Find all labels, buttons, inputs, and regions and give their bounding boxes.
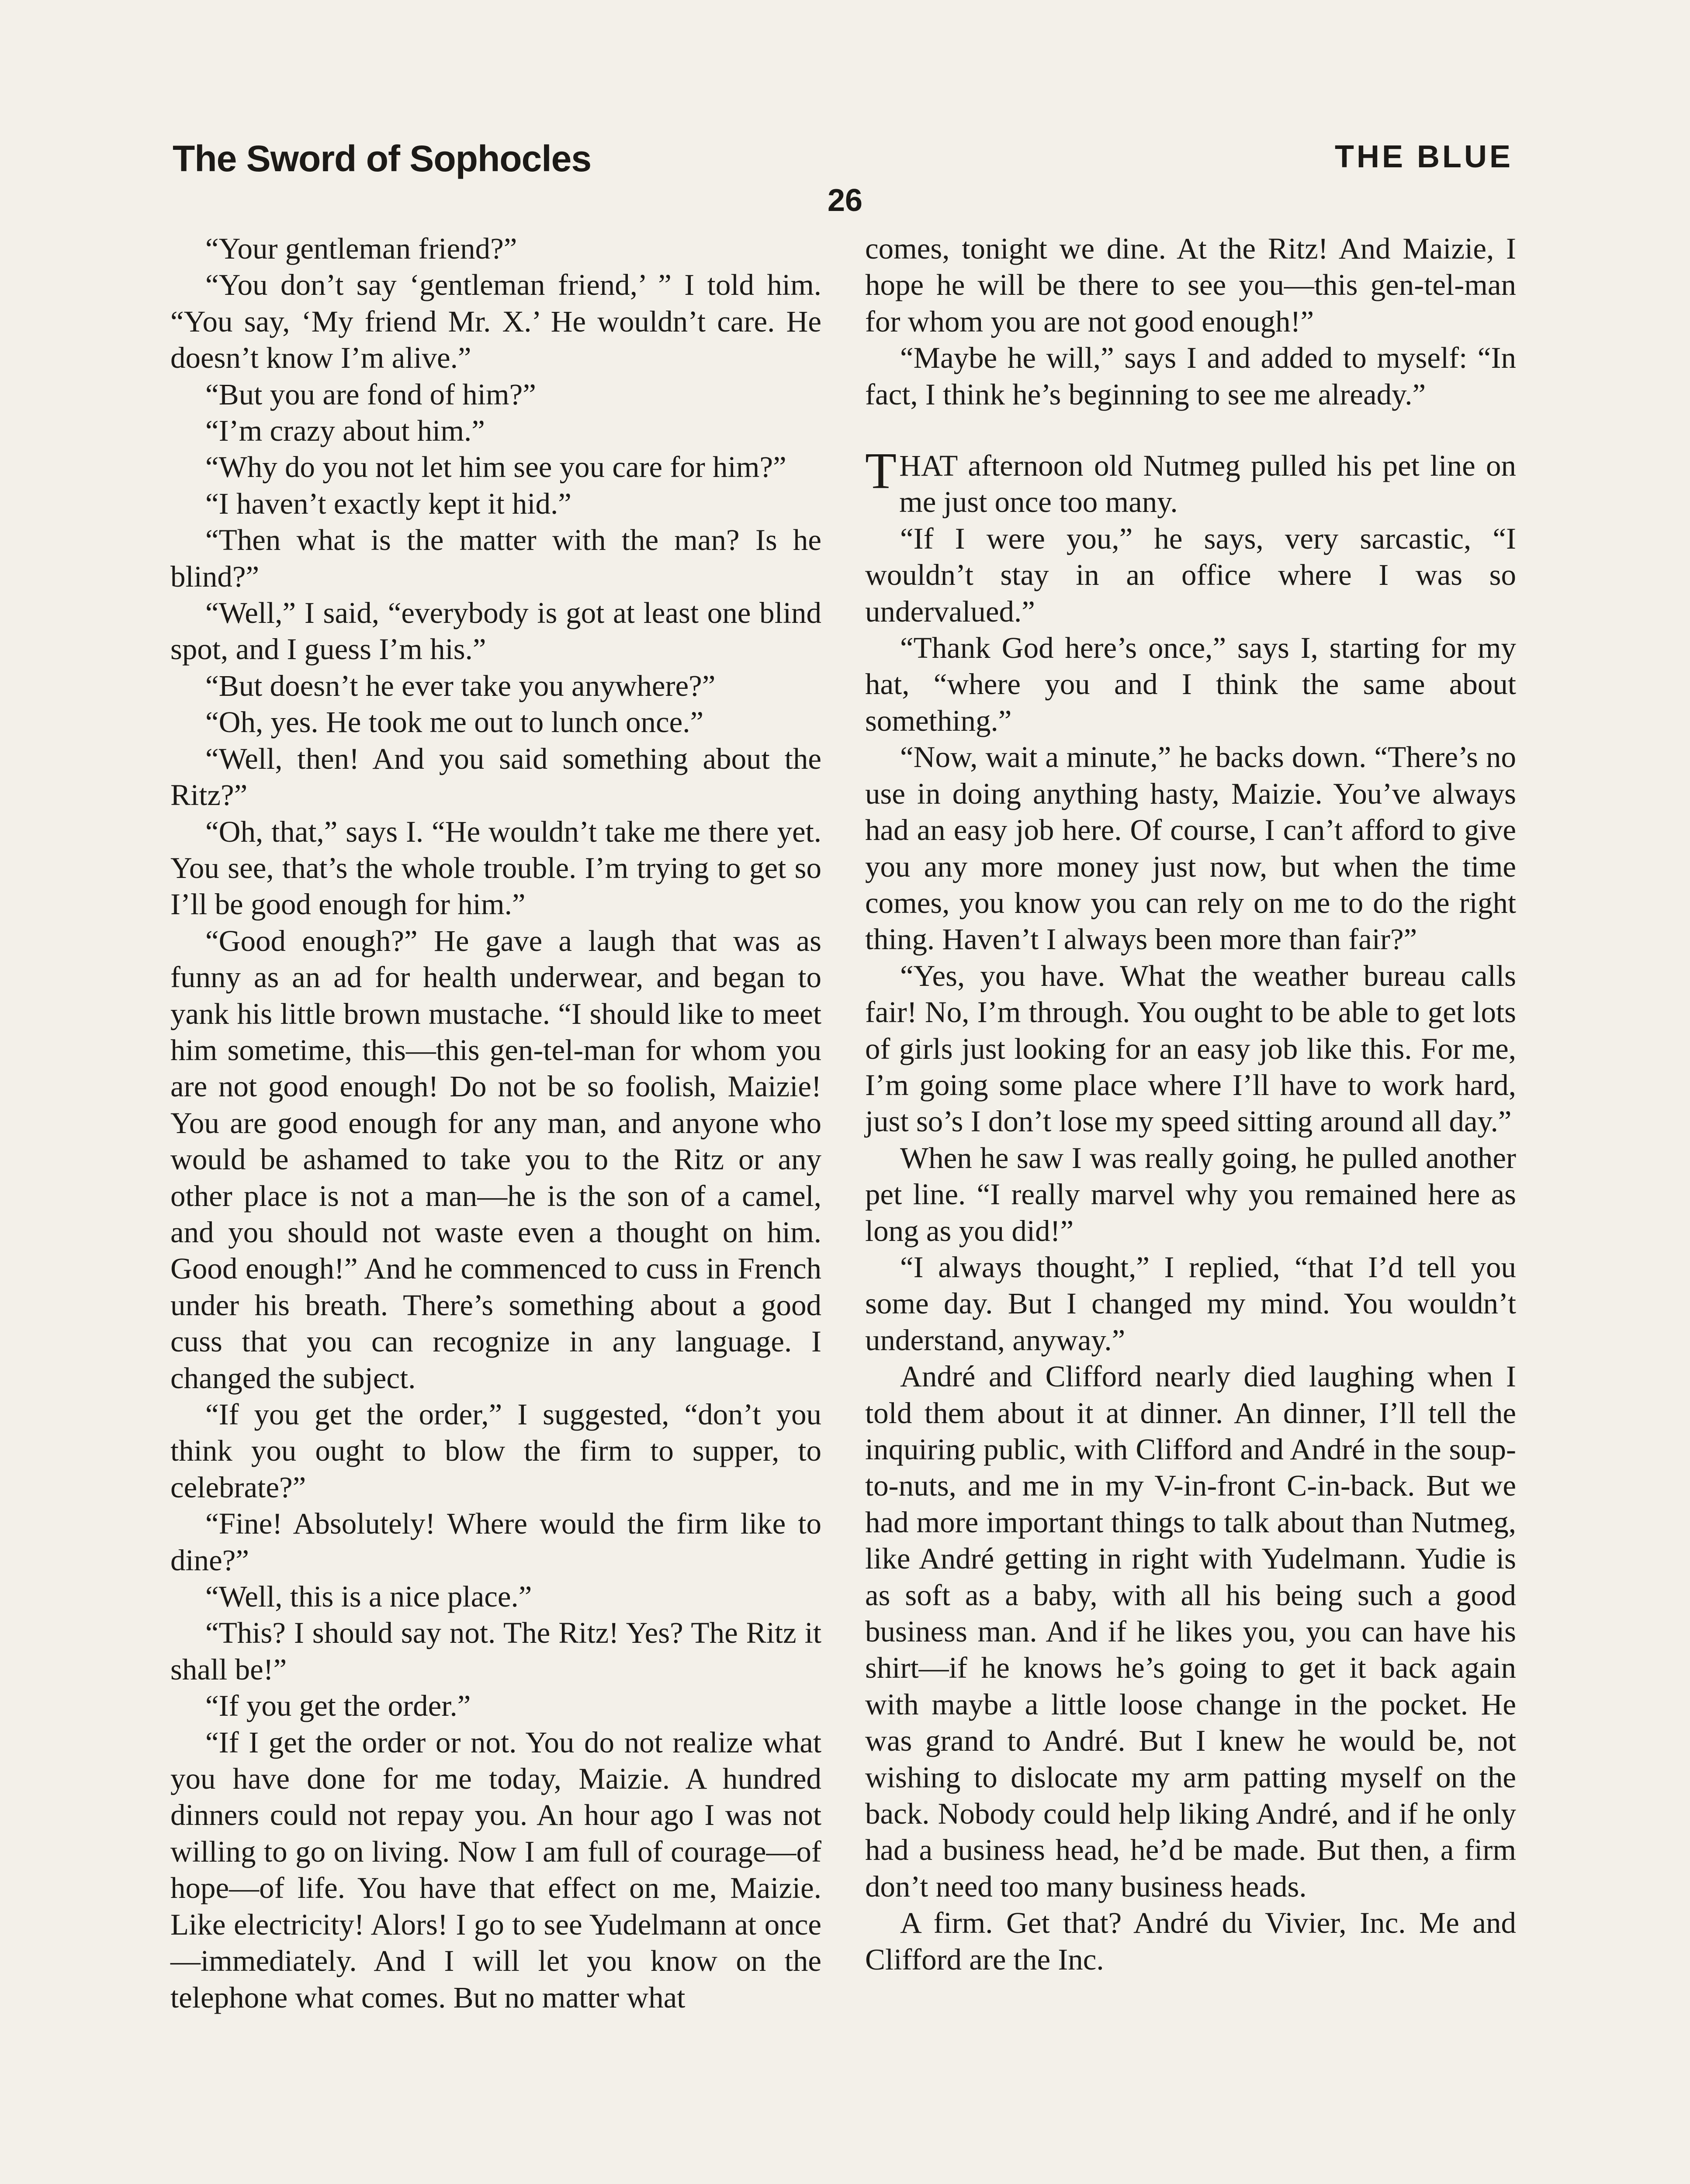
story-title: The Sword of Sophocles <box>173 138 592 179</box>
paragraph: “If you get the order,” I suggested, “don’t you think you ought to blow the firm to supper, to celebrate?” <box>170 1398 821 1504</box>
paragraph: “Then what is the matter with the man? Is he blind?” <box>170 523 821 593</box>
paragraph: “I always thought,” I replied, “that I’d tell you some day. But I changed my mind. You wouldn’t understand, anyway.” <box>865 1250 1516 1357</box>
drop-cap: T <box>865 442 897 500</box>
paragraph: “Oh, that,” says I. “He wouldn’t take me there yet. You see, that’s the whole trouble. I’m trying to get so I’ll be good enough for him.” <box>170 815 821 921</box>
paragraph: “Good enough?” He gave a laugh that was as funny as an ad for health underwear, and began to yank his little brown mustache. “I should like to meet him sometime, this—this gen-tel-man for whom you are not good enough! Do not be so foolish, Maizie! You are good enough for any man, and anyone who would be ashamed to take you to the Ritz or any other place is not a man—he is the son of a camel, and you should not waste even a thought on him. Good enough!” And he commenced to cuss in French under his breath. There’s something about a good cuss that you can recognize in any language. I changed the subject. <box>170 924 821 1395</box>
page-number: 26 <box>827 183 863 218</box>
paragraph: “Well, this is a nice place.” <box>205 1580 532 1614</box>
paragraph: “But doesn’t he ever take you anywhere?” <box>205 669 716 702</box>
paragraph: “I haven’t exactly kept it hid.” <box>205 487 571 520</box>
paragraph: When he saw I was really going, he pulled another pet line. “I really marvel why you remained here as long as you did!” <box>865 1141 1516 1248</box>
section-opening-text: HAT afternoon old Nutmeg pulled his pet line on me just once too many. <box>899 449 1516 519</box>
paragraph: “You don’t say ‘gentleman friend,’ ” I told him. “You say, ‘My friend Mr. X.’ He wouldn’t care. He doesn’t know I’m alive.” <box>170 268 821 375</box>
paragraph: “If I get the order or not. You do not realize what you have done for me today, Maizie. A hundred dinners could not repay you. An hour ago I was not willing to go on living. Now I am full of courage—of hope—of life. You have that effect on me, Maizie. Like electricity! Alors! I go to see Yudelmann at once—immediately. And I will let you know on the telephone what comes. But no matter what <box>170 1725 821 2014</box>
paragraph: “Why do you not let him see you care for him?” <box>205 450 786 484</box>
paragraph: “Now, wait a minute,” he backs down. “There’s no use in doing anything hasty, Maizie. You’ve always had an easy job here. Of course, I can’t afford to give you any more money just now, but when the time comes, you know you can rely on me to do the right thing. Haven’t I always been more than fair?” <box>865 740 1516 956</box>
paragraph: “Thank God here’s once,” says I, starting for my hat, “where you and I think the same about something.” <box>865 631 1516 737</box>
paragraph: “Your gentleman friend?” <box>205 232 517 265</box>
left-column <box>170 231 821 2016</box>
paragraph: comes, tonight we dine. At the Ritz! And Maizie, I hope he will be there to see you—this gen-tel-man for whom you are not good enough!” <box>865 232 1516 338</box>
paragraph: “Fine! Absolutely! Where would the firm like to dine?” <box>170 1507 821 1577</box>
paragraph: “Well,” I said, “everybody is got at least one blind spot, and I guess I’m his.” <box>170 596 821 666</box>
section-opening-paragraph <box>865 442 1516 521</box>
right-column <box>865 231 1516 1978</box>
paragraph: “Oh, yes. He took me out to lunch once.” <box>205 705 704 739</box>
paragraph: A firm. Get that? André du Vivier, Inc. Me and Clifford are the Inc. <box>865 1906 1516 1976</box>
magazine-title: THE BLUE <box>1335 139 1513 174</box>
paragraph: “Well, then! And you said something about the Ritz?” <box>170 742 821 812</box>
paragraph: “If I were you,” he says, very sarcastic, “I wouldn’t stay in an office where I was so undervalued.” <box>865 522 1516 628</box>
paragraph: “Maybe he will,” says I and added to myself: “In fact, I think he’s beginning to see me already.” <box>865 341 1516 411</box>
paragraph: André and Clifford nearly died laughing when I told them about it at dinner. An dinner, I’ll tell the inquiring public, with Clifford and André in the soup-to-nuts, and me in my V-in-front C-in-back. But we had more important things to talk about than Nutmeg, like André getting in right with Yudelmann. Yudie is as soft as a baby, with all his being such a good business man. And if he likes you, you can have his shirt—if he knows he’s going to get it back again with maybe a little loose change in the pocket. He was grand to André. But I knew he would be, not wishing to dislocate my arm patting myself on the back. Nobody could help liking André, and if he only had a business head, he’d be made. But then, a firm don’t need too many business heads. <box>865 1360 1516 1903</box>
paragraph: “But you are fond of him?” <box>205 377 536 411</box>
paragraph: “If you get the order.” <box>205 1689 471 1723</box>
paragraph: “This? I should say not. The Ritz! Yes? The Ritz it shall be!” <box>170 1616 821 1686</box>
paragraph: “I’m crazy about him.” <box>205 414 485 448</box>
paragraph: “Yes, you have. What the weather bureau calls fair! No, I’m through. You ought to be able to get lots of girls just looking for an easy job like this. For me, I’m going some place where I’ll have to work hard, just so’s I don’t lose my speed sitting around all day.” <box>865 959 1516 1138</box>
